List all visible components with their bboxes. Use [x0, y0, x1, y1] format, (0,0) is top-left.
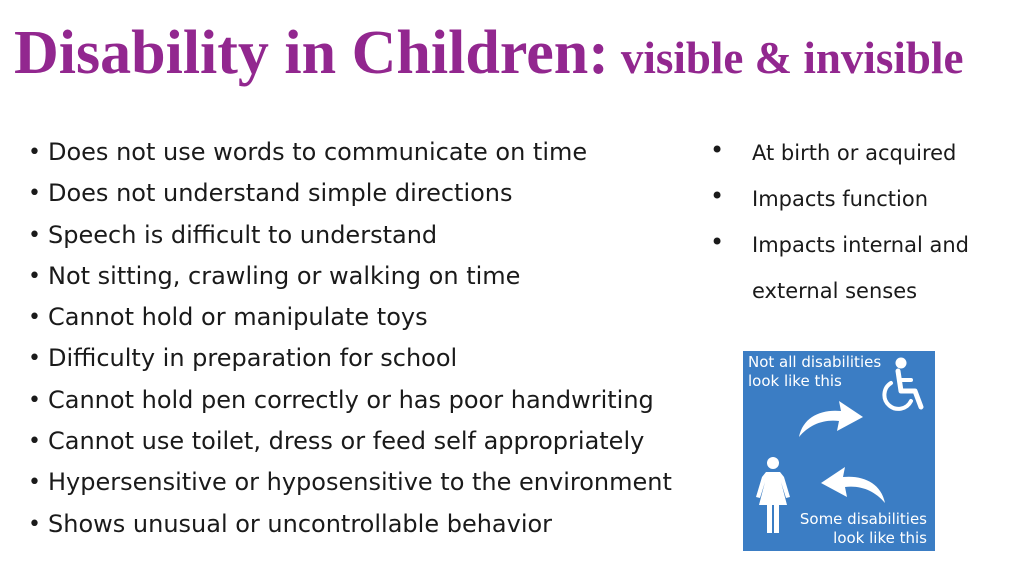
signs-list — [28, 132, 672, 545]
characteristics-list — [710, 130, 1010, 314]
list-item: • Hypersensitive or hyposensitive to the environment — [28, 462, 672, 503]
list-item: • At birth or acquired — [710, 130, 1010, 176]
list-item: • Difficulty in preparation for school — [28, 338, 672, 379]
list-item: • Speech is difficult to understand — [28, 215, 672, 256]
list-item: • Not sitting, crawling or walking on time — [28, 256, 672, 297]
person-icon — [753, 455, 793, 537]
arrow-right-icon — [795, 389, 867, 441]
list-item: • Cannot use toilet, dress or feed self appropriately — [28, 421, 672, 462]
list-item: • Cannot hold pen correctly or has poor handwriting — [28, 380, 672, 421]
title-main: Disability in Children: — [14, 19, 609, 87]
list-item: • Shows unusual or uncontrollable behavior — [28, 504, 672, 545]
list-item: • Cannot hold or manipulate toys — [28, 297, 672, 338]
title-subtitle: visible & invisible — [620, 33, 964, 83]
sign-bottom-text: Some disabilities look like this — [799, 510, 927, 547]
list-item: • Impacts internal and external senses — [710, 222, 992, 314]
list-item: • Impacts function — [710, 176, 1010, 222]
list-item: • Does not understand simple directions — [28, 173, 672, 214]
sign-top-text: Not all disabilities look like this — [748, 353, 882, 390]
disability-sign-image — [743, 351, 935, 551]
list-item: • Does not use words to communicate on time — [28, 132, 672, 173]
arrow-left-icon — [817, 455, 889, 507]
wheelchair-icon — [877, 355, 929, 415]
page-title — [14, 18, 963, 89]
